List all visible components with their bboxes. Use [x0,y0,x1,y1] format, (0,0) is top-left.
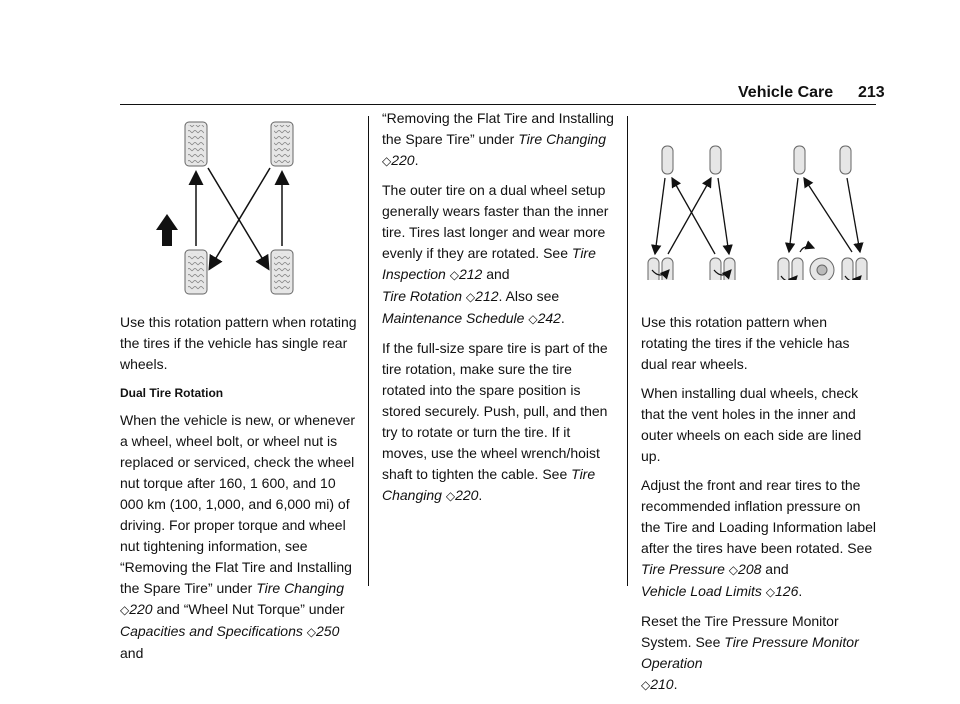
tire-rear-right [271,250,293,294]
tire-front-right [271,122,293,166]
xref-arrow-icon: ◇ [449,268,459,282]
xref-link[interactable]: Vehicle Load Limits [641,583,762,599]
paragraph: Use this rotation pattern when rotating the tires if the vehicle has single rear wheels. [120,314,357,372]
xref-arrow-icon: ◇ [728,563,739,577]
spare-arrow [800,247,814,252]
tire-front-left [185,122,207,166]
tire-rear-right-inner [842,258,853,280]
xref-page[interactable]: 212 [475,288,499,304]
paragraph: Adjust the front and rear tires to the recommended inflation pressure on the Tire and Loading Information label after the tires have been rotated. See Tire Pressure ◇208 and Vehicle Load Limits ◇126. [641,477,877,599]
subheading-dual-tire-rotation: Dual Tire Rotation [120,386,224,400]
header-rule [120,104,876,105]
rotation-arrow-fl-to-rr [208,168,268,268]
column-2 [382,108,616,515]
rotation-arrow [804,178,852,252]
xref-link[interactable]: Tire Changing [518,131,607,147]
xref-link[interactable]: Tire Changing [382,466,596,503]
xref-arrow-icon: ◇ [528,312,538,326]
paragraph: When installing dual wheels, check that the vent holes in the inner and outer wheels on each side are lined up. [641,385,862,464]
xref-page[interactable]: 220 [391,152,415,168]
rotation-arrow [789,178,798,252]
tire-rear-left-outer [778,258,789,280]
rotation-arrow [718,178,729,254]
column-3 [641,312,877,704]
tire-front-left [662,146,673,174]
tire-rear-right-outer [856,258,867,280]
tire-rear-left-inner [662,258,673,280]
tire-front-right [840,146,851,174]
rotation-arrow-fr-to-rl [210,168,270,268]
single-rear-rotation-diagram [150,118,310,298]
tire-front-right [710,146,721,174]
spare-tire [810,258,834,280]
xref-page[interactable]: 126 [775,583,799,599]
forward-arrow-icon [156,214,178,246]
xref-link[interactable]: Tire Rotation [382,288,463,304]
xref-arrow-icon: ◇ [382,154,392,168]
column-1 [120,312,358,672]
rotation-arrow [672,178,715,254]
xref-arrow-icon: ◇ [641,678,651,692]
rotation-arrow [847,178,860,252]
xref-link[interactable]: Tire Inspection [382,245,596,282]
xref-arrow-icon: ◇ [120,603,130,617]
xref-arrow-icon: ◇ [306,625,317,639]
paragraph: If the full-size spare tire is part of the tire rotation, make sure the tire rotated into the spare position is stored securely. Push, pull, and then try to rotate or turn the tire. If it moves, use the wheel wrench/hoist shaft to tighten the cable. See Tire Changing ◇220. [382,340,608,503]
section-title: Vehicle Care [738,84,834,101]
column-divider-1 [368,116,369,586]
tire-rear-left-outer [648,258,659,280]
tire-rear-left [185,250,207,294]
paragraph: The outer tire on a dual wheel setup generally wears faster than the inner tire. Tires last longer and wear more evenly if they are rotated. See Tire Inspection ◇212 and Tire Rotation ◇212. Also see Maintenance Schedule ◇242. [382,182,609,326]
paragraph: Reset the Tire Pressure Monitor System. See Tire Pressure Monitor Operation ◇210. [641,613,859,692]
paragraph: Use this rotation pattern when rotating the tires if the vehicle has dual rear wheels. [641,314,850,372]
tire-rear-right-inner [710,258,721,280]
xref-link[interactable]: Maintenance Schedule [382,310,525,326]
xref-link[interactable]: Tire Pressure [641,561,725,577]
paragraph: “Removing the Flat Tire and Installing the Spare Tire” under Tire Changing ◇220. [382,110,614,168]
xref-link[interactable]: Tire Pressure Monitor Operation [641,634,859,671]
xref-page[interactable]: 220 [455,487,479,503]
paragraph: When the vehicle is new, or whenever a wheel, wheel bolt, or wheel nut is replaced or serviced, check the wheel nut torque after 160, 1 600, and 10 000 km (100, 1,000, and 6,000 mi) of driving. For proper torque and wheel nut tightening information, see “Removing the Flat Tire and Installing the Spare Tire” under Tire Changing ◇220 and “Wheel Nut Torque” under Capacities and Specifications ◇250 and [120,412,356,661]
xref-arrow-icon: ◇ [445,489,456,503]
tire-front-left [794,146,805,174]
tire-rear-right-outer [724,258,735,280]
dual-rear-rotation-diagram [638,140,874,280]
xref-page[interactable]: 210 [650,676,674,692]
xref-page[interactable]: 220 [129,601,153,617]
xref-page[interactable]: 250 [316,623,340,639]
xref-page[interactable]: 242 [537,310,561,326]
page-number: 213 [858,84,885,101]
xref-page[interactable]: 212 [458,266,483,282]
xref-link[interactable]: Capacities and Specifications [120,623,303,639]
xref-link[interactable]: Tire Changing [256,580,345,596]
tire-rear-left-inner [792,258,803,280]
rotation-arrow [655,178,665,254]
column-divider-2 [627,116,628,586]
rotation-arrow [668,178,711,254]
xref-page[interactable]: 208 [738,561,762,577]
xref-arrow-icon: ◇ [765,585,776,599]
xref-arrow-icon: ◇ [465,290,476,304]
